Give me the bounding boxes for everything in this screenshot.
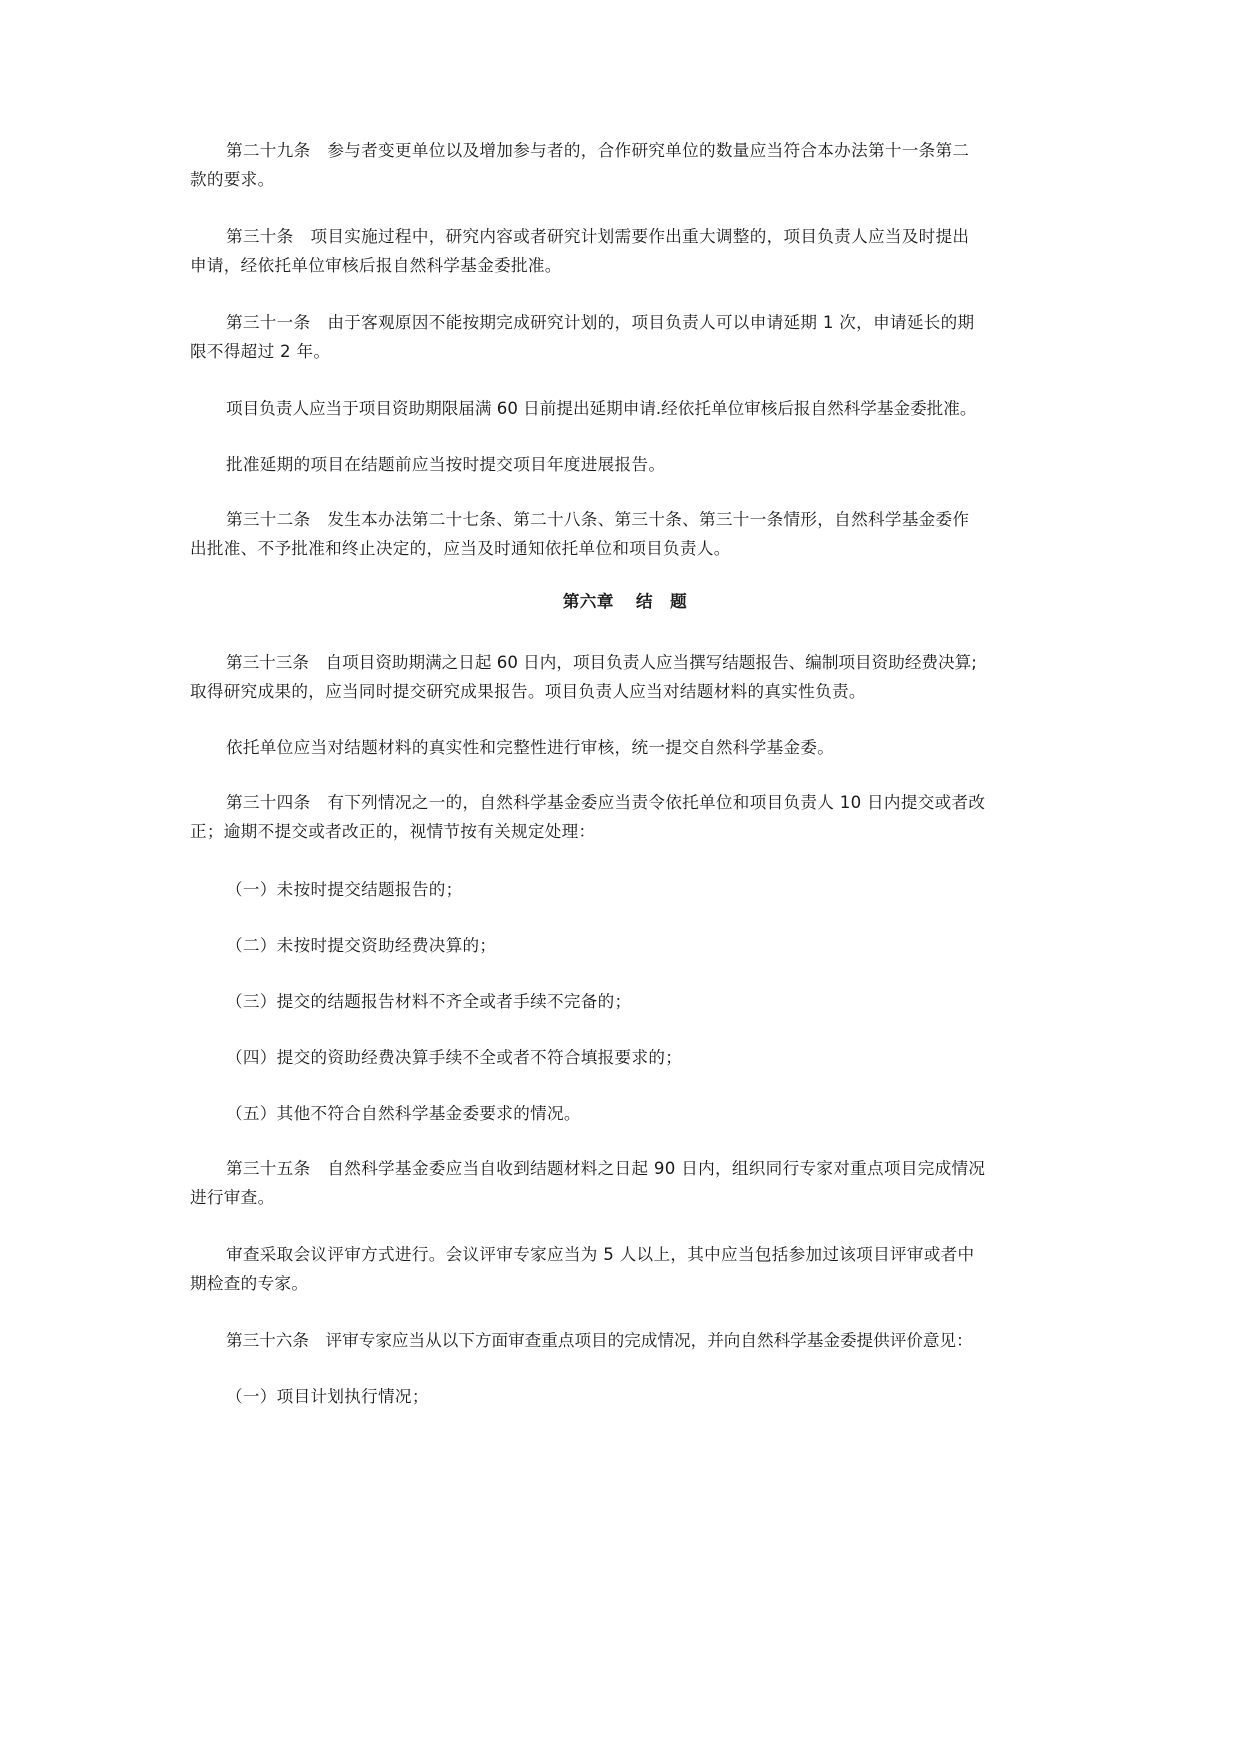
list-item-text: （三）提交的结题报告材料不齐全或者手续不完备的； <box>226 992 632 1011</box>
paragraph-line: 正；逾期不提交或者改正的，视情节按有关规定处理： <box>190 822 596 841</box>
chapter-title: 结 题 <box>636 592 688 611</box>
paragraph-article-29 <box>190 136 1060 194</box>
paragraph-extension-request <box>190 394 1060 423</box>
paragraph-article-35 <box>190 1154 1060 1212</box>
paragraph-article-31 <box>190 308 1060 366</box>
paragraph-line: 审查采取会议评审方式进行。会议评审专家应当为 5 人以上，其中应当包括参加过该项目评审或者中 <box>226 1245 975 1264</box>
paragraph-line: 第三十六条 评审专家应当从以下方面审查重点项目的完成情况，并向自然科学基金委提供评价意见： <box>226 1331 973 1350</box>
list-item-text: （二）未按时提交资助经费决算的； <box>226 936 497 955</box>
list-item-review-1 <box>190 1382 1060 1411</box>
paragraph-line: 出批准、不予批准和终止决定的，应当及时通知依托单位和项目负责人。 <box>190 539 731 558</box>
paragraph-line: 批准延期的项目在结题前应当按时提交项目年度进展报告。 <box>226 455 666 474</box>
paragraph-article-33 <box>190 648 1060 706</box>
paragraph-extension-report <box>190 450 1060 479</box>
paragraph-line: 依托单位应当对结题材料的真实性和完整性进行审核，统一提交自然科学基金委。 <box>226 738 835 757</box>
paragraph-line: 期检查的专家。 <box>190 1274 309 1293</box>
paragraph-line: 款的要求。 <box>190 170 275 189</box>
list-item-text: （一）未按时提交结题报告的； <box>226 880 463 899</box>
paragraph-line: 第三十二条 发生本办法第二十七条、第二十八条、第三十条、第三十一条情形，自然科学基金委作 <box>226 510 970 529</box>
list-item-4 <box>190 1043 1060 1072</box>
paragraph-line: 限不得超过 2 年。 <box>190 342 331 361</box>
paragraph-line: 第三十三条 自项目资助期满之日起 60 日内，项目负责人应当撰写结题报告、编制项目资助经费决算; <box>226 653 977 672</box>
paragraph-article-30 <box>190 222 1060 280</box>
list-item-text: （四）提交的资助经费决算手续不全或者不符合填报要求的； <box>226 1048 683 1067</box>
paragraph-line: 取得研究成果的，应当同时提交研究成果报告。项目负责人应当对结题材料的真实性负责。 <box>190 682 866 701</box>
chapter-heading <box>190 587 1060 616</box>
paragraph-article-32 <box>190 505 1060 563</box>
paragraph-review-submission <box>190 733 1060 762</box>
list-item-2 <box>190 931 1060 960</box>
list-item-text: （五）其他不符合自然科学基金委要求的情况。 <box>226 1104 581 1123</box>
list-item-3 <box>190 987 1060 1016</box>
paragraph-article-36 <box>190 1326 1060 1355</box>
list-item-text: （一）项目计划执行情况； <box>226 1387 429 1406</box>
paragraph-line: 进行审查。 <box>190 1188 275 1207</box>
list-item-1 <box>190 875 1060 904</box>
paragraph-line: 项目负责人应当于项目资助期限届满 60 日前提出延期申请.经依托单位审核后报自然科学基金委批准。 <box>226 399 977 418</box>
list-item-5 <box>190 1099 1060 1128</box>
paragraph-line: 第三十五条 自然科学基金委应当自收到结题材料之日起 90 日内，组织同行专家对重点项目完成情况 <box>226 1159 986 1178</box>
paragraph-line: 第三十一条 由于客观原因不能按期完成研究计划的，项目负责人可以申请延期 1 次，申请延长的期 <box>226 313 975 332</box>
paragraph-review-meeting <box>190 1240 1060 1298</box>
paragraph-article-34 <box>190 788 1060 846</box>
chapter-number: 第六章 <box>562 592 614 611</box>
paragraph-line: 第三十条 项目实施过程中，研究内容或者研究计划需要作出重大调整的，项目负责人应当及时提出 <box>226 227 970 246</box>
paragraph-line: 第三十四条 有下列情况之一的，自然科学基金委应当责令依托单位和项目负责人 10 日内提交或者改 <box>226 793 986 812</box>
paragraph-line: 申请，经依托单位审核后报自然科学基金委批准。 <box>190 256 562 275</box>
paragraph-line: 第二十九条 参与者变更单位以及增加参与者的，合作研究单位的数量应当符合本办法第十一条第二 <box>226 141 970 160</box>
